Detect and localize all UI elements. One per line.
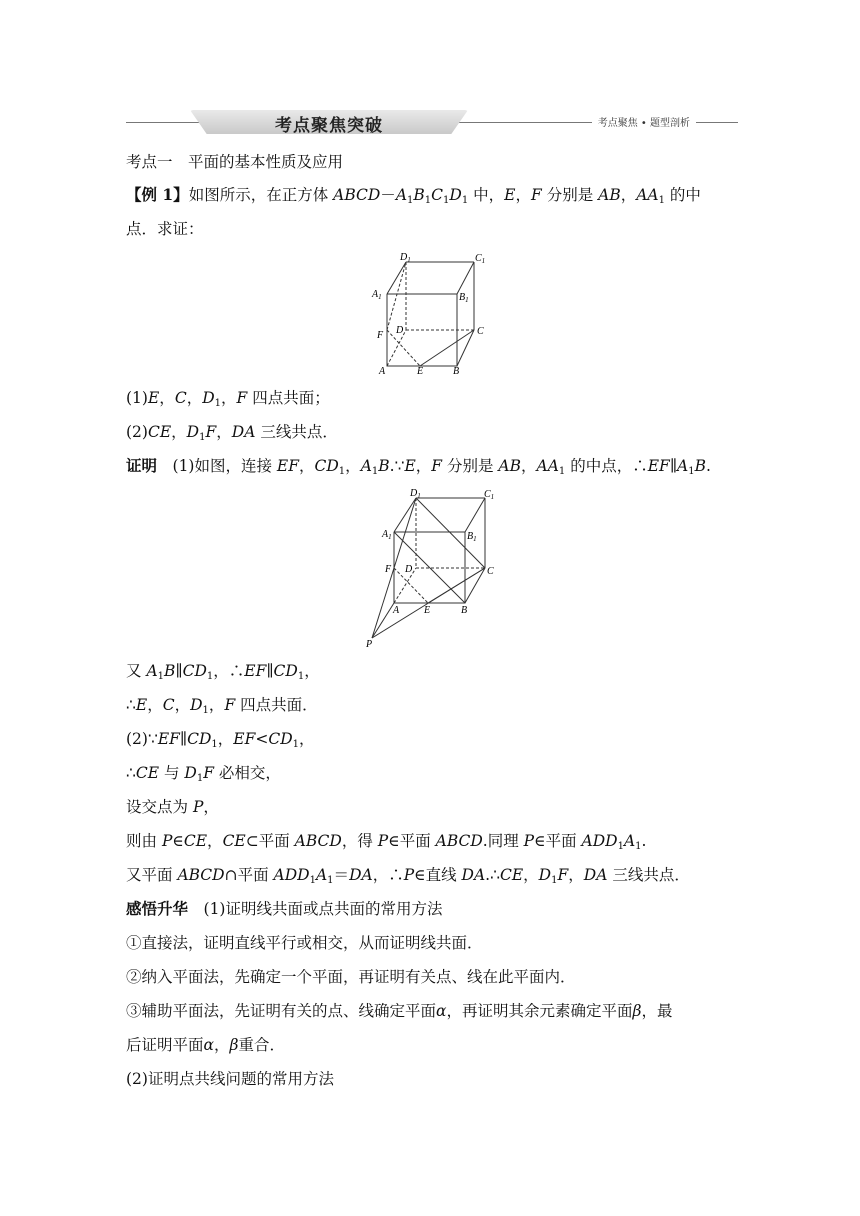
fig1-label-c: C xyxy=(477,326,484,337)
fig1-label-f: F xyxy=(377,330,384,341)
fig2-label-a1: $A_1$ xyxy=(382,529,392,541)
fig1-label-b: B xyxy=(453,366,460,377)
insight-line-1: 感悟升华 (1)证明线共面或点共面的常用方法 xyxy=(126,899,443,918)
fig1-label-d: D xyxy=(396,325,404,336)
insight-line-4: ③辅助平面法，先证明有关的点、线确定平面α，再证明其余元素确定平面β，最 xyxy=(126,1002,673,1020)
insight-line-6: (2)证明点共线问题的常用方法 xyxy=(126,1070,334,1088)
proof-line-2: 又 $A_1B\parallel CD_1$，$\therefore EF\parallel CD_1$， xyxy=(126,662,320,682)
proof-line-8: 又平面 ABCD∩平面 $ADD_1A_1=DA$，∴P∈直线 DA.∴CE，$D_1F$，DA 三线共点． xyxy=(126,866,690,886)
cube-figure-1 xyxy=(370,250,494,378)
fig2-label-f: F xyxy=(385,564,392,575)
fig2-label-a: A xyxy=(393,605,400,616)
fig2-label-b: B xyxy=(461,605,468,616)
example-line-1: 【例 1】如图所示，在正方体 $ABCD-A_1B_1C_1D_1$ 中，E，F 分别是 AB，$AA_1$ 的中 xyxy=(126,185,701,206)
banner-right-label: 考点聚焦 • 题型剖析 xyxy=(592,114,696,129)
example-line-2: 点．求证： xyxy=(126,220,204,238)
proof-line-5: ∴CE 与 $D_1F$ 必相交， xyxy=(126,764,281,784)
fig2-label-b1: $B_1$ xyxy=(467,531,477,543)
fig2-label-c1: $C_1$ xyxy=(484,489,495,501)
fig2-label-p: P xyxy=(366,639,373,650)
section-title: 考点一 平面的基本性质及应用 xyxy=(126,153,344,171)
fig1-label-a: A xyxy=(379,366,386,377)
cube-figure-2 xyxy=(360,484,510,654)
fig1-label-c1: $C_1$ xyxy=(475,253,486,265)
fig2-label-d1: $D_1$ xyxy=(410,488,421,500)
fig1-label-b1: $B_1$ xyxy=(459,292,469,304)
insight-line-2: ①直接法，证明直线平行或相交，从而证明线共面． xyxy=(126,934,483,952)
insight-line-5: 后证明平面α，β重合． xyxy=(126,1036,285,1054)
fig1-label-a1: $A_1$ xyxy=(372,289,382,301)
proof-line-6: 设交点为 P， xyxy=(126,798,219,816)
fig1-label-e: E xyxy=(417,366,424,377)
proof-line-3: ∴E，C，$D_1$，F 四点共面． xyxy=(126,696,318,716)
banner-title: 考点聚焦突破 xyxy=(275,116,383,136)
insight-line-3: ②纳入平面法，先确定一个平面，再证明有关点、线在此平面内． xyxy=(126,968,576,986)
question-1: (1)E，C，$D_1$，F 四点共面； xyxy=(126,389,330,409)
fig1-label-d1: $D_1$ xyxy=(400,252,411,264)
fig2-label-d: D xyxy=(405,564,413,575)
fig2-label-e: E xyxy=(424,605,431,616)
section-banner xyxy=(126,110,738,138)
proof-line-1: 证明 (1)如图，连接 EF，$CD_1$，$A_1B.\because E$，F 分别是 AB，$AA_1$ 的中点，$\therefore EF\parallel A_1B$. xyxy=(126,456,711,477)
proof-line-7: 则由 P∈CE，CE⊂平面 ABCD，得 P∈平面 ABCD.同理 P∈平面 $ADD_1A_1$. xyxy=(126,832,647,852)
question-2: (2)CE，$D_1F$，DA 三线共点． xyxy=(126,423,338,443)
proof-line-4: $(2)\because EF\parallel CD_1$，$EF<CD_1$， xyxy=(126,730,315,750)
fig2-label-c: C xyxy=(487,566,494,577)
